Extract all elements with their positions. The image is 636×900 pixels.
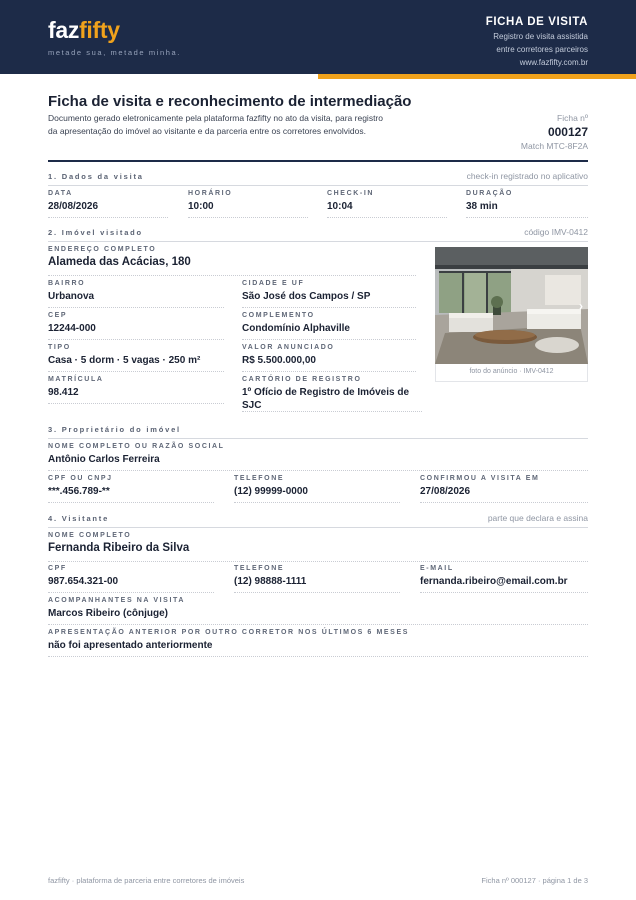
field-visitor-phone: TELEFONE (12) 98888-1111 (234, 565, 400, 593)
field-price: VALOR ANUNCIADO R$ 5.500.000,00 (242, 344, 416, 372)
section-title: 3. Proprietário do imóvel (48, 425, 181, 434)
field-complement: COMPLEMENTO Condomínio Alphaville (242, 312, 416, 340)
field-previous-presentation: APRESENTAÇÃO ANTERIOR POR OUTRO CORRETOR NOS ÚLTIMOS 6 MESES não foi apresentado anteriormente (48, 629, 588, 657)
header-line-1: Registro de visita assistida (493, 32, 588, 41)
field-cep: CEP 12244-000 (48, 312, 224, 340)
field-registration: MATRÍCULA 98.412 (48, 376, 224, 404)
document-title: Ficha de visita e reconhecimento de intermediação (48, 93, 412, 110)
section-visit-header (48, 172, 588, 186)
title-divider (48, 160, 588, 162)
field-owner-phone: TELEFONE (12) 99999-0000 (234, 475, 400, 503)
property-code: código IMV-0412 (524, 227, 588, 237)
section-title: 4. Visitante (48, 514, 110, 523)
section-title: 1. Dados da visita (48, 172, 144, 181)
next-photo-arrow-icon[interactable]: › (579, 299, 583, 313)
field-neighborhood: BAIRRO Urbanova (48, 280, 224, 308)
match-code: Match MTC-8F2A (520, 141, 588, 151)
footer-page-info: Ficha nº 000127 · página 1 de 3 (481, 876, 588, 885)
section-note: parte que declara e assina (487, 513, 588, 523)
field-time: HORÁRIO 10:00 (188, 190, 308, 218)
section-property-header (48, 228, 588, 242)
logo: fazfifty (48, 17, 120, 43)
header-info (486, 16, 588, 67)
header-accent-bar (318, 74, 636, 79)
property-photo[interactable] (435, 247, 588, 364)
field-city: CIDADE E UF São José dos Campos / SP (242, 280, 416, 308)
field-type: TIPO Casa · 5 dorm · 5 vagas · 250 m² (48, 344, 224, 372)
field-duration: DURAÇÃO 38 min (466, 190, 588, 218)
header-website: www.fazfifty.com.br (519, 58, 588, 67)
ficha-number: 000127 (547, 125, 588, 139)
slogan: metade sua, metade minha. (48, 48, 181, 57)
header-bar (0, 0, 636, 74)
header-line-2: entre corretores parceiros (496, 45, 588, 54)
section-title: 2. Imóvel visitado (48, 228, 143, 237)
field-address: ENDEREÇO COMPLETO Alameda das Acácias, 180 (48, 246, 416, 276)
ficha-label: Ficha nº (557, 113, 588, 123)
field-owner-doc: CPF OU CNPJ ***.456.789-** (48, 475, 214, 503)
photo-caption: foto do anúncio · IMV-0412 (435, 364, 588, 382)
document-intro: Documento gerado eletronicamente pela plataforma fazfifty no ato da visita, para registro da apresentação do imóvel ao visitante e da parceria entre os corretores envolvidos. (48, 113, 383, 136)
section-visitor-header (48, 514, 588, 528)
field-date: DATA 28/08/2026 (48, 190, 168, 218)
header-title: FICHA DE VISITA (485, 16, 588, 28)
field-owner-confirmed: CONFIRMOU A VISITA EM 27/08/2026 (420, 475, 588, 503)
section-note: check-in registrado no aplicativo (466, 171, 588, 181)
field-visitor-cpf: CPF 987.654.321-00 (48, 565, 214, 593)
field-registry-office: CARTÓRIO DE REGISTRO 1º Ofício de Registro de Imóveis de SJC (242, 376, 422, 412)
ficha-info (521, 113, 588, 151)
footer-left: fazfifty · plataforma de parceria entre corretores de imóveis (48, 876, 245, 885)
field-companions: ACOMPANHANTES NA VISITA Marcos Ribeiro (cônjuge) (48, 597, 588, 625)
field-checkin: CHECK-IN 10:04 (327, 190, 447, 218)
living-room-image (435, 247, 588, 364)
field-owner-name: NOME COMPLETO OU RAZÃO SOCIAL Antônio Carlos Ferreira (48, 443, 588, 471)
field-visitor-email: E-MAIL fernanda.ribeiro@email.com.br (420, 565, 588, 593)
section-owner-header (48, 425, 588, 439)
field-visitor-name: NOME COMPLETO Fernanda Ribeiro da Silva (48, 532, 588, 562)
